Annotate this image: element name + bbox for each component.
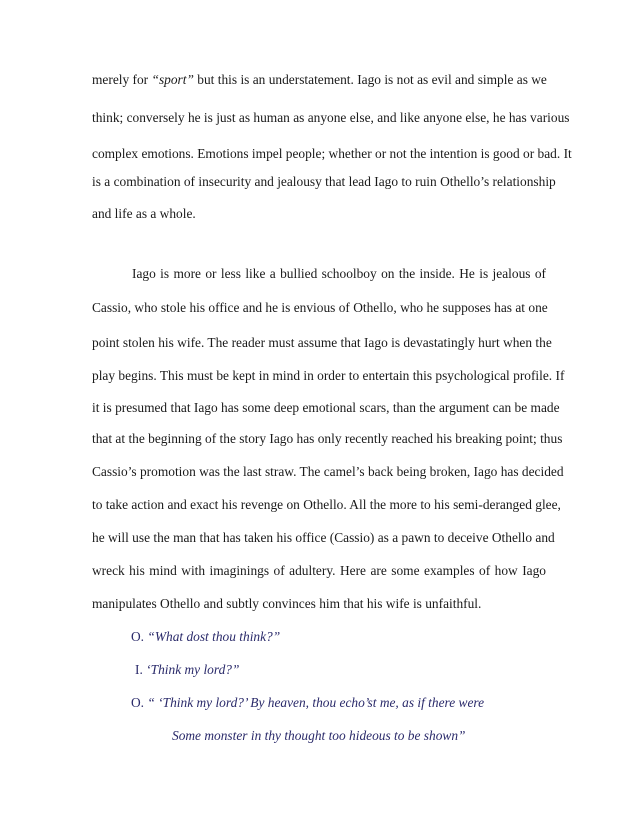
paragraph2-line-1: Iago is more or less like a bullied schoolboy on the inside. He is jealous of xyxy=(132,266,546,281)
paragraph1-line-3: complex emotions. Emotions impel people; whether or not the intention is good or bad. It xyxy=(92,146,572,161)
quote-text: “What dost thou think?” xyxy=(147,629,281,644)
paragraph2-line-11: manipulates Othello and subtly convinces him that his wife is unfaithful. xyxy=(92,596,482,611)
paragraph2-line-6: that at the beginning of the story Iago has only recently reached his breaking point; thus xyxy=(92,431,563,446)
paragraph2-line-3: point stolen his wife. The reader must assume that Iago is devastatingly hurt when the xyxy=(92,335,552,350)
paragraph2-line-9: he will use the man that has taken his office (Cassio) as a pawn to deceive Othello and xyxy=(92,530,555,545)
quote-line-1 xyxy=(131,629,280,645)
paragraph2-line-8: to take action and exact his revenge on Othello. All the more to his semi-deranged glee, xyxy=(92,497,561,512)
quote-text: ‘Think my lord?” xyxy=(146,662,240,677)
quote-line-2 xyxy=(135,662,239,678)
paragraph2-line-10: wreck his mind with imaginings of adultery. Here are some examples of how Iago xyxy=(92,563,546,578)
quote-speaker: O. xyxy=(131,695,145,710)
paragraph2-line-4: play begins. This must be kept in mind in order to entertain this psychological profile. If xyxy=(92,368,565,383)
quote-line-3 xyxy=(131,695,484,711)
paragraph1-line-2: think; conversely he is just as human as anyone else, and like anyone else, he has various xyxy=(92,110,570,125)
quote-text: “ ‘Think my lord?’ By heaven, thou echo’st me, as if there were xyxy=(147,695,485,710)
quote-speaker: O. xyxy=(131,629,145,644)
paragraph1-line-4: is a combination of insecurity and jealousy that lead Iago to ruin Othello’s relationship xyxy=(92,174,556,189)
paragraph2-line-2: Cassio, who stole his office and he is envious of Othello, who he supposes has at one xyxy=(92,300,548,315)
paragraph2-line-7: Cassio’s promotion was the last straw. The camel’s back being broken, Iago has decided xyxy=(92,464,564,479)
paragraph1-line-1: merely for “sport” but this is an understatement. Iago is not as evil and simple as we xyxy=(92,72,547,87)
quote-line-4: Some monster in thy thought too hideous to be shown” xyxy=(172,728,466,743)
paragraph1-line-5: and life as a whole. xyxy=(92,206,196,221)
quote-speaker: I. xyxy=(135,662,143,677)
paragraph2-line-5: it is presumed that Iago has some deep emotional scars, than the argument can be made xyxy=(92,400,560,415)
